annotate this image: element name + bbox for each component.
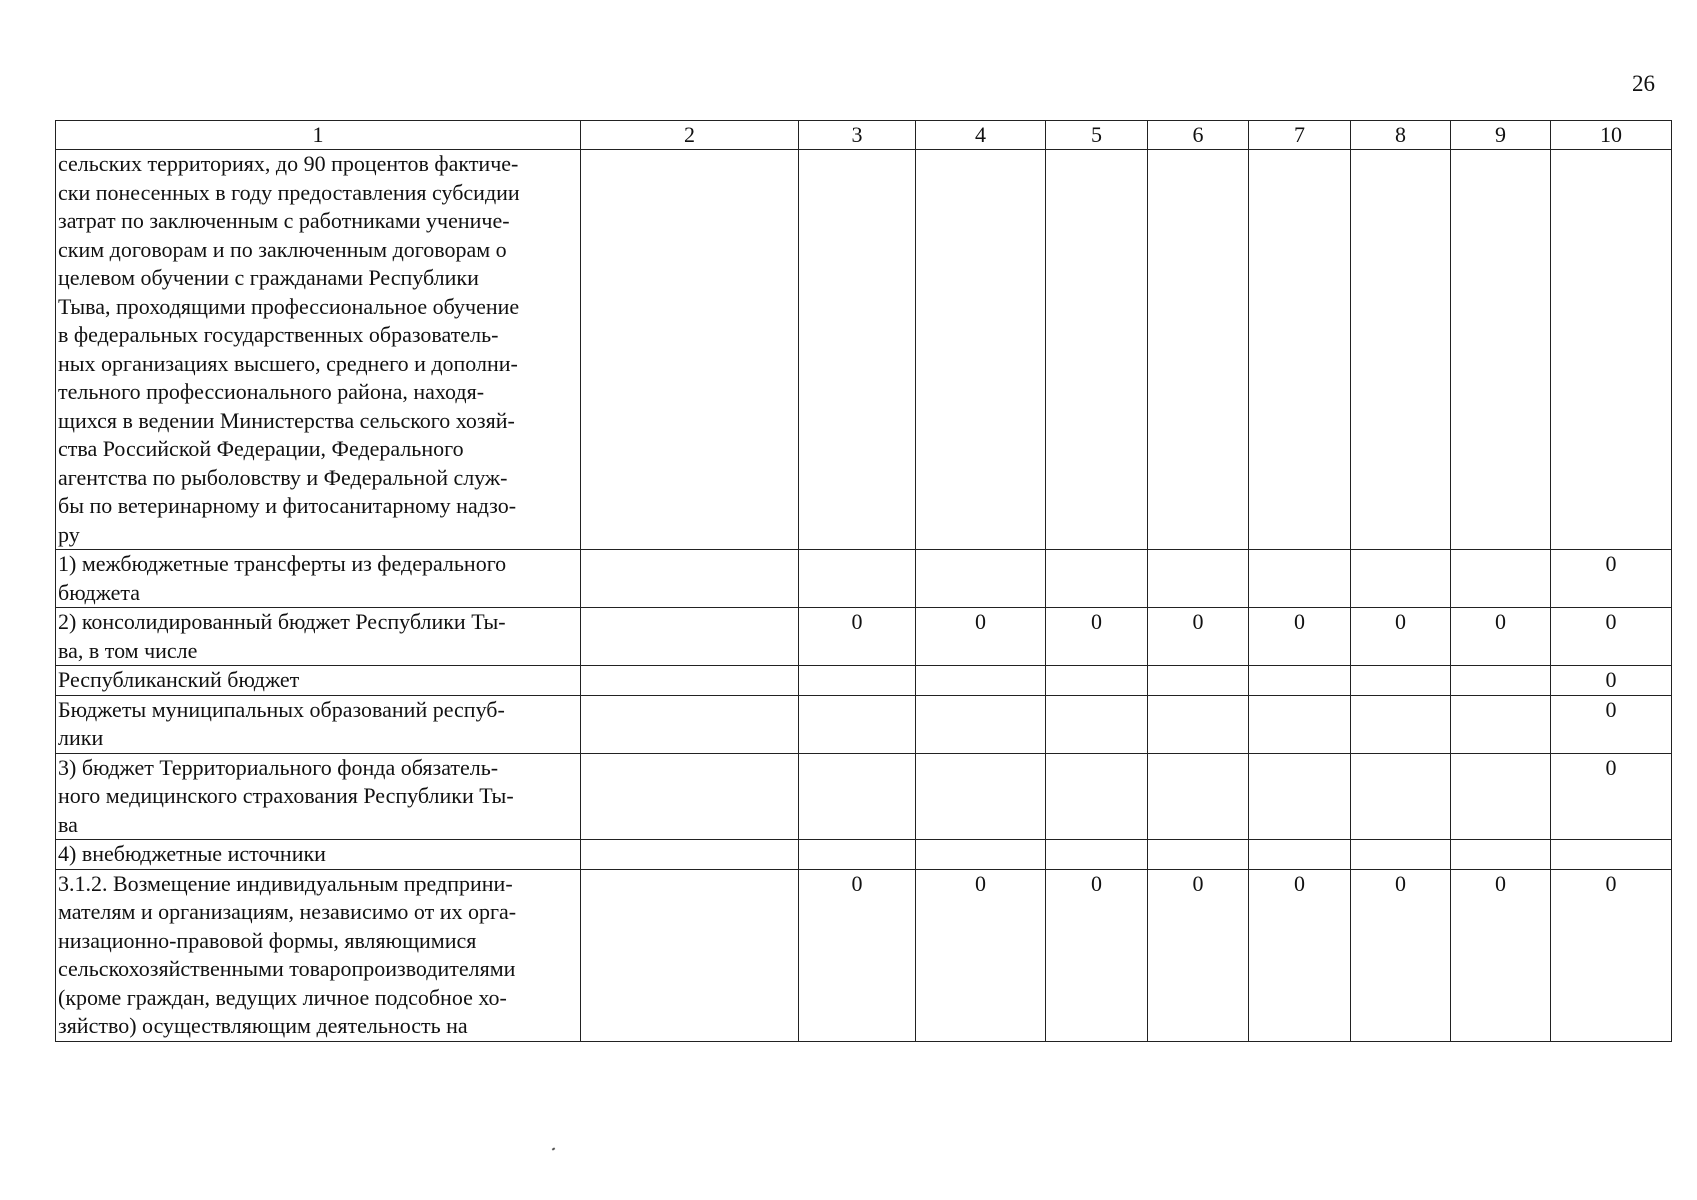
row-label: 2) консолидированный бюджет Республики Ты- ва, в том числе bbox=[56, 608, 581, 666]
value-cell bbox=[916, 550, 1046, 608]
value-cell bbox=[799, 550, 916, 608]
value-cell: 0 bbox=[916, 608, 1046, 666]
column-header: 8 bbox=[1351, 121, 1451, 150]
value-cell bbox=[1451, 753, 1551, 840]
value-cell bbox=[1451, 695, 1551, 753]
value-cell bbox=[1046, 550, 1148, 608]
value-cell: 0 bbox=[1551, 869, 1672, 1041]
value-cell: 0 bbox=[799, 869, 916, 1041]
value-cell bbox=[581, 695, 799, 753]
row-label: 3) бюджет Территориального фонда обязатель- ного медицинского страхования Республики Ты- ва bbox=[56, 753, 581, 840]
value-cell: 0 bbox=[1351, 869, 1451, 1041]
value-cell bbox=[581, 550, 799, 608]
table-row bbox=[56, 695, 1672, 753]
value-cell: 0 bbox=[1551, 695, 1672, 753]
value-cell bbox=[1249, 695, 1351, 753]
value-cell bbox=[916, 753, 1046, 840]
column-header: 2 bbox=[581, 121, 799, 150]
value-cell bbox=[1451, 666, 1551, 696]
value-cell bbox=[1249, 150, 1351, 550]
value-cell bbox=[581, 608, 799, 666]
value-cell bbox=[1148, 695, 1249, 753]
value-cell: 0 bbox=[1351, 608, 1451, 666]
row-label: 3.1.2. Возмещение индивидуальным предприни- мателям и организациям, независимо от их орга- низационно-правовой формы, являющимися сельскохозяйственными товаропроизводителями (кроме граждан, ведущих личное подсобное хо- зяйство) осуществляющим деятельность на bbox=[56, 869, 581, 1041]
value-cell bbox=[1148, 666, 1249, 696]
value-cell bbox=[1451, 150, 1551, 550]
value-cell bbox=[1351, 695, 1451, 753]
value-cell bbox=[581, 840, 799, 870]
value-cell: 0 bbox=[1046, 869, 1148, 1041]
budget-table bbox=[55, 120, 1672, 1042]
page-number: 26 bbox=[1632, 71, 1655, 96]
value-cell bbox=[1351, 150, 1451, 550]
table-row bbox=[56, 753, 1672, 840]
value-cell bbox=[1046, 753, 1148, 840]
value-cell: 0 bbox=[1249, 608, 1351, 666]
value-cell bbox=[1249, 666, 1351, 696]
value-cell bbox=[1046, 150, 1148, 550]
value-cell bbox=[1351, 666, 1451, 696]
value-cell: 0 bbox=[916, 869, 1046, 1041]
value-cell: 0 bbox=[1046, 608, 1148, 666]
value-cell bbox=[1351, 550, 1451, 608]
value-cell bbox=[1046, 695, 1148, 753]
value-cell: 0 bbox=[799, 608, 916, 666]
value-cell: 0 bbox=[1451, 608, 1551, 666]
column-header: 4 bbox=[916, 121, 1046, 150]
value-cell: 0 bbox=[1148, 869, 1249, 1041]
value-cell bbox=[916, 840, 1046, 870]
value-cell bbox=[1551, 150, 1672, 550]
value-cell: 0 bbox=[1551, 666, 1672, 696]
value-cell: 0 bbox=[1551, 753, 1672, 840]
row-label: Бюджеты муниципальных образований респуб- лики bbox=[56, 695, 581, 753]
value-cell: 0 bbox=[1551, 550, 1672, 608]
value-cell bbox=[581, 666, 799, 696]
value-cell bbox=[1451, 550, 1551, 608]
value-cell bbox=[1551, 840, 1672, 870]
column-header: 10 bbox=[1551, 121, 1672, 150]
value-cell bbox=[1249, 550, 1351, 608]
value-cell: 0 bbox=[1451, 869, 1551, 1041]
row-label: сельских территориях, до 90 процентов фактиче- ски понесенных в году предоставления субсидии затрат по заключенным с работниками учениче- ским договорам и по заключенным договорам о целевом обучении с гражданами Республики Тыва, проходящими профессиональное обучение в федеральных государственных образователь- ных организациях высшего, среднего и дополни- тельного профессионального района, находя- щихся в ведении Министерства сельского хозяй- ства Российской Федерации, Федерального агентства по рыболовству и Федеральной служ- бы по ветеринарному и фитосанитарному надзо- ру bbox=[56, 150, 581, 550]
table-row bbox=[56, 840, 1672, 870]
value-cell bbox=[1148, 840, 1249, 870]
row-label: 1) межбюджетные трансферты из федерального бюджета bbox=[56, 550, 581, 608]
header-row bbox=[56, 121, 1672, 150]
value-cell bbox=[799, 753, 916, 840]
table-row bbox=[56, 550, 1672, 608]
column-header: 1 bbox=[56, 121, 581, 150]
value-cell bbox=[1351, 840, 1451, 870]
value-cell bbox=[916, 666, 1046, 696]
value-cell bbox=[1046, 840, 1148, 870]
stray-mark bbox=[552, 1147, 556, 1150]
value-cell bbox=[1249, 753, 1351, 840]
table-row bbox=[56, 608, 1672, 666]
column-header: 5 bbox=[1046, 121, 1148, 150]
column-header: 3 bbox=[799, 121, 916, 150]
value-cell bbox=[1148, 150, 1249, 550]
column-header: 6 bbox=[1148, 121, 1249, 150]
value-cell bbox=[1148, 550, 1249, 608]
table-row bbox=[56, 666, 1672, 696]
value-cell bbox=[799, 150, 916, 550]
value-cell bbox=[581, 869, 799, 1041]
table-row bbox=[56, 869, 1672, 1041]
value-cell bbox=[1351, 753, 1451, 840]
value-cell bbox=[581, 753, 799, 840]
value-cell bbox=[799, 666, 916, 696]
row-label: 4) внебюджетные источники bbox=[56, 840, 581, 870]
table-row bbox=[56, 150, 1672, 550]
row-label: Республиканский бюджет bbox=[56, 666, 581, 696]
column-header: 7 bbox=[1249, 121, 1351, 150]
value-cell bbox=[916, 695, 1046, 753]
value-cell bbox=[581, 150, 799, 550]
value-cell bbox=[1148, 753, 1249, 840]
value-cell: 0 bbox=[1249, 869, 1351, 1041]
value-cell bbox=[799, 695, 916, 753]
value-cell bbox=[799, 840, 916, 870]
value-cell bbox=[1046, 666, 1148, 696]
value-cell: 0 bbox=[1148, 608, 1249, 666]
value-cell bbox=[1451, 840, 1551, 870]
value-cell: 0 bbox=[1551, 608, 1672, 666]
value-cell bbox=[916, 150, 1046, 550]
column-header: 9 bbox=[1451, 121, 1551, 150]
value-cell bbox=[1249, 840, 1351, 870]
